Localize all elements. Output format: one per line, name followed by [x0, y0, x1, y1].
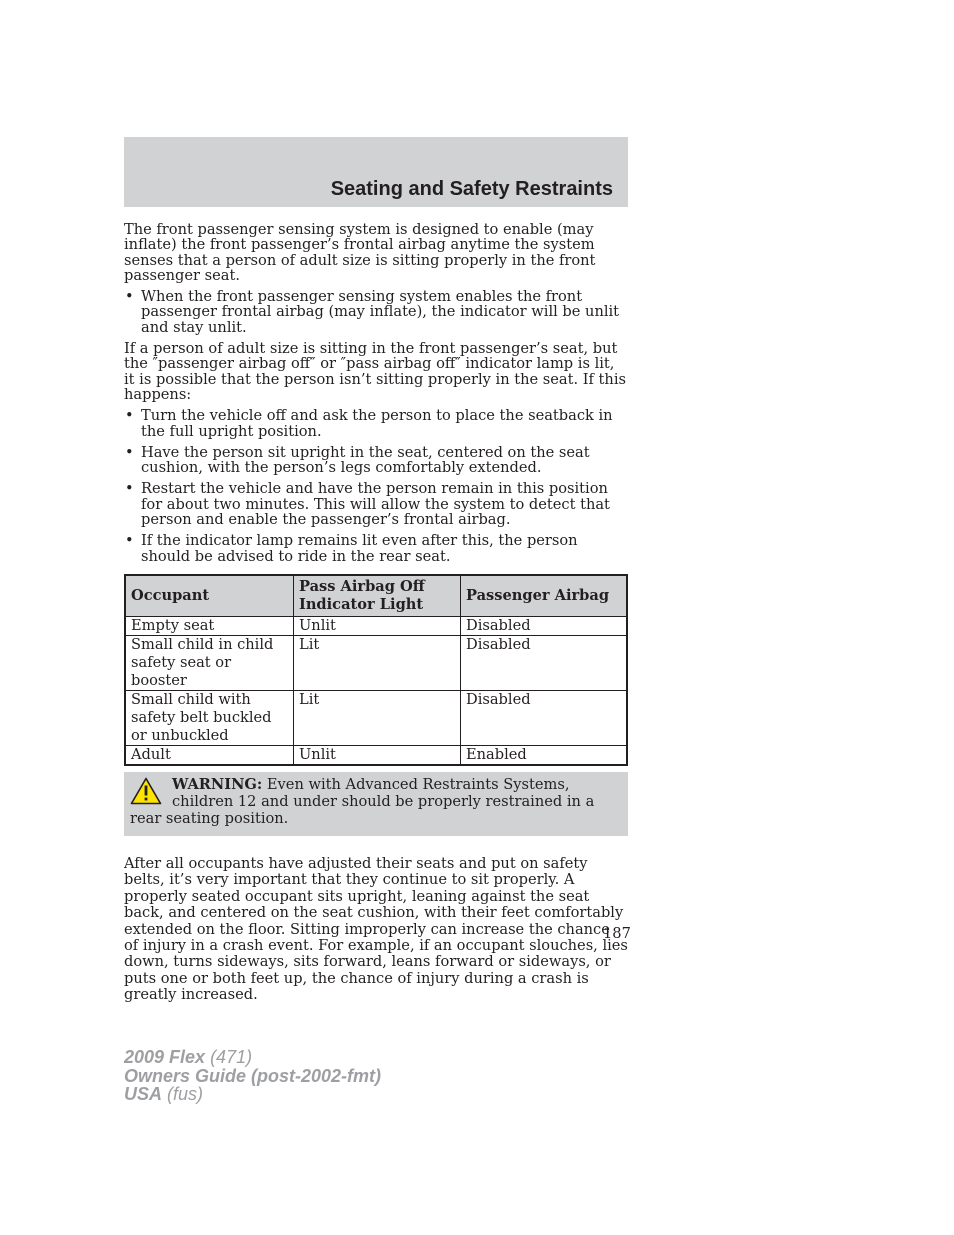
- footer-model-code: (471): [205, 1047, 253, 1067]
- bullet-text: Restart the vehicle and have the person remain in this position for about two minutes. This will allow the system to detect that person and enable the passenger’s frontal airbag.: [141, 480, 610, 529]
- bullet-glyph: •: [125, 532, 134, 550]
- footer-doc-info: [124, 1048, 381, 1104]
- footer-line-guide: [124, 1067, 381, 1086]
- adult-paragraph: If a person of adult size is sitting in the front passenger’s seat, but the ″passenger airbag off″ or ″pass airbag off″ indicator lamp is lit, it is possible that the person isn’t sitting properly in the seat. If this happens:: [124, 340, 626, 403]
- cell-airbag: Disabled: [461, 690, 628, 745]
- intro-bullet-list: [124, 289, 628, 335]
- bullet-text: Have the person sit upright in the seat, centered on the seat cushion, with the person’s legs comfortably extended.: [141, 443, 590, 477]
- airbag-status-table: [124, 574, 628, 766]
- cell-indicator: Unlit: [294, 616, 461, 635]
- intro-paragraph: The front passenger sensing system is designed to enable (may inflate) the front passenger’s frontal airbag anytime the system senses that a person of adult size is sitting properly in the front passenger seat.: [124, 221, 596, 284]
- cell-occupant: Small child in child safety seat or booster: [125, 635, 294, 690]
- cell-occupant: Empty seat: [125, 616, 294, 635]
- bullet-glyph: •: [125, 288, 134, 306]
- table-row: [125, 745, 627, 765]
- section-title: Seating and Safety Restraints: [330, 178, 613, 200]
- footer-line-market: [124, 1085, 381, 1104]
- bullet-glyph: •: [125, 443, 134, 461]
- table-header-row: [125, 575, 627, 617]
- closing-paragraph: After all occupants have adjusted their seats and put on safety belts, it’s very important that they continue to sit properly. A properly seated occupant sits upright, leaning against the seat back, and centered on the seat cushion, with their feet comfortably extended on the floor. Sitting improperly can increase the chance of injury in a crash event. For example, if an occupant slouches, lies down, turns sideways, sits forward, leans forward or sideways, or puts one or both feet up, the chance of injury during a crash is greatly increased.: [124, 854, 628, 1004]
- bullet-glyph: •: [125, 480, 134, 498]
- cell-indicator: Unlit: [294, 745, 461, 765]
- warning-text: Even with Advanced Restraints Systems, children 12 and under should be properly restrained in a rear seating position.: [130, 775, 595, 827]
- adult-bullet-list: [124, 408, 628, 564]
- cell-airbag: Enabled: [461, 745, 628, 765]
- list-item: [124, 408, 628, 439]
- warning-label: WARNING:: [172, 775, 263, 793]
- page-content: [124, 222, 628, 1010]
- table-row: [125, 690, 627, 745]
- footer-market-code: (fus): [162, 1084, 204, 1104]
- cell-indicator: Lit: [294, 635, 461, 690]
- bullet-text: Turn the vehicle off and ask the person to place the seatback in the full upright position.: [141, 407, 613, 440]
- section-header-band: [124, 137, 628, 207]
- footer-model: 2009 Flex: [124, 1047, 206, 1067]
- cell-occupant: Adult: [125, 745, 294, 765]
- cell-indicator: Lit: [294, 690, 461, 745]
- footer-line-model: [124, 1048, 381, 1067]
- warning-box: [124, 772, 628, 836]
- header-occupant: Occupant: [125, 575, 294, 617]
- list-item: [124, 481, 628, 527]
- footer-market: USA: [124, 1084, 163, 1104]
- bullet-glyph: •: [125, 407, 134, 425]
- bullet-text: When the front passenger sensing system enables the front passenger frontal airbag (may inflate), the indicator will be unlit and stay unlit.: [141, 288, 620, 336]
- page-number: 187: [603, 925, 631, 942]
- footer-guide: Owners Guide (post-2002-fmt): [124, 1065, 382, 1086]
- list-item: [124, 289, 628, 335]
- table-row: [125, 616, 627, 635]
- table-row: [125, 635, 627, 690]
- cell-airbag: Disabled: [461, 635, 628, 690]
- header-passenger-airbag: Passenger Airbag: [461, 575, 628, 617]
- cell-occupant: Small child with safety belt buckled or unbuckled: [125, 690, 294, 745]
- warning-triangle-icon: [130, 777, 162, 805]
- header-indicator-light: Pass Airbag Off Indicator Light: [294, 575, 461, 617]
- list-item: [124, 445, 628, 476]
- bullet-text: If the indicator lamp remains lit even after this, the person should be advised to ride in the rear seat.: [141, 532, 578, 565]
- list-item: [124, 533, 628, 564]
- cell-airbag: Disabled: [461, 616, 628, 635]
